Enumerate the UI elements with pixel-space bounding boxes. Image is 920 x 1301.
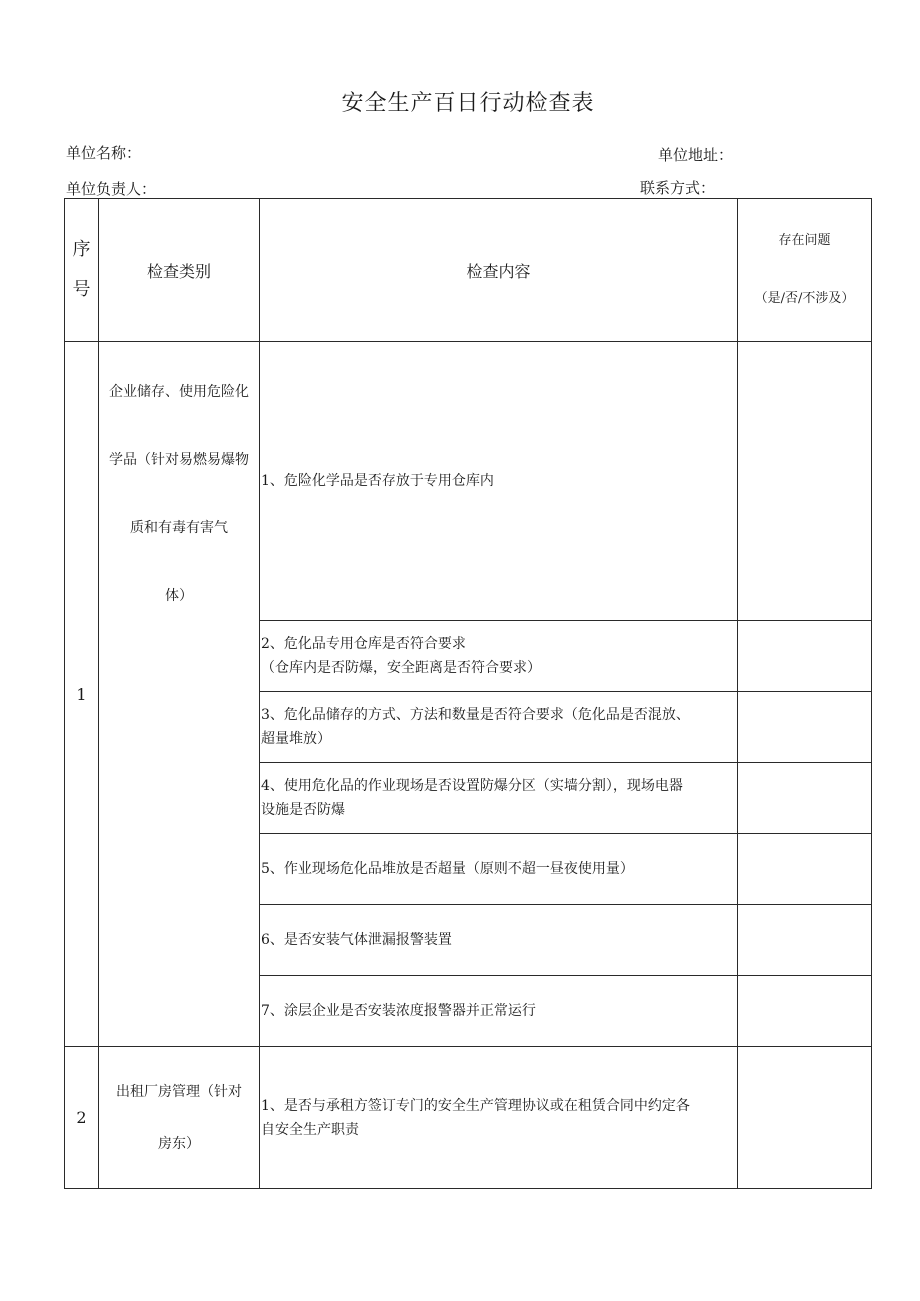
table-header-row — [65, 199, 872, 342]
issue-cell[interactable] — [738, 905, 872, 976]
check-item-text: 6、是否安装气体泄漏报警装置 — [261, 932, 452, 948]
category-line: 企业储存、使用危险化 — [109, 384, 249, 400]
check-item-text: （仓库内是否防爆，安全距离是否符合要求） — [261, 660, 541, 676]
issue-cell[interactable] — [738, 976, 872, 1047]
category-line: 体） — [165, 588, 193, 604]
group-seq: 2 — [65, 1047, 99, 1189]
issue-cell[interactable] — [738, 763, 872, 834]
issue-cell[interactable] — [738, 834, 872, 905]
unit-name-label: 单位名称： — [66, 144, 142, 162]
header-seq-bottom: 号 — [72, 279, 91, 300]
table-row — [65, 342, 872, 621]
check-item-text: 4、使用危化品的作业现场是否设置防爆分区（实墙分割），现场电器 — [261, 778, 683, 794]
header-content: 检查内容 — [260, 199, 738, 342]
check-item — [260, 1047, 738, 1189]
unit-leader-label: 单位负责人： — [66, 180, 157, 198]
header-issue-bottom: （是/否/不涉及） — [754, 291, 855, 306]
header-issue-top: 存在问题 — [778, 233, 831, 248]
check-item — [260, 342, 738, 621]
check-item — [260, 905, 738, 976]
issue-cell[interactable] — [738, 1047, 872, 1189]
page-title: 安全生产百日行动检查表 — [341, 91, 595, 116]
check-item — [260, 976, 738, 1047]
check-item-text: 3、危化品储存的方式、方法和数量是否符合要求（危化品是否混放、 — [261, 707, 690, 723]
check-item-text: 5、作业现场危化品堆放是否超量（原则不超一昼夜使用量） — [261, 861, 634, 877]
contact-label: 联系方式： — [640, 179, 716, 197]
check-item-text: 自安全生产职责 — [261, 1121, 359, 1138]
check-item-text: 1、危险化学品是否存放于专用仓库内 — [261, 473, 494, 489]
header-seq — [65, 199, 99, 342]
category-line: 出租厂房管理（针对 — [116, 1083, 242, 1100]
check-item-text: 设施是否防爆 — [261, 802, 345, 818]
category-line: 学品（针对易燃易爆物 — [109, 452, 249, 468]
check-item-text: 7、涂层企业是否安装浓度报警器并正常运行 — [261, 1003, 536, 1019]
table-row — [65, 1047, 872, 1189]
unit-address-label: 单位地址： — [658, 146, 734, 164]
check-item — [260, 621, 738, 692]
category-line: 房东） — [158, 1135, 200, 1152]
header-seq-top: 序 — [72, 239, 91, 260]
issue-cell[interactable] — [738, 692, 872, 763]
check-item-text: 超量堆放） — [261, 731, 331, 747]
group-category — [99, 342, 260, 1047]
header-issue — [738, 199, 872, 342]
group-category — [99, 1047, 260, 1189]
category-line: 质和有毒有害气 — [130, 520, 228, 536]
check-item — [260, 834, 738, 905]
check-item — [260, 692, 738, 763]
inspection-table — [64, 198, 872, 1189]
issue-cell[interactable] — [738, 621, 872, 692]
check-item-text: 2、危化品专用仓库是否符合要求 — [261, 636, 466, 652]
check-item-text: 1、是否与承租方签订专门的安全生产管理协议或在租赁合同中约定各 — [261, 1097, 690, 1114]
header-category: 检查类别 — [99, 199, 260, 342]
issue-cell[interactable] — [738, 342, 872, 621]
check-item — [260, 763, 738, 834]
group-seq: 1 — [65, 342, 99, 1047]
